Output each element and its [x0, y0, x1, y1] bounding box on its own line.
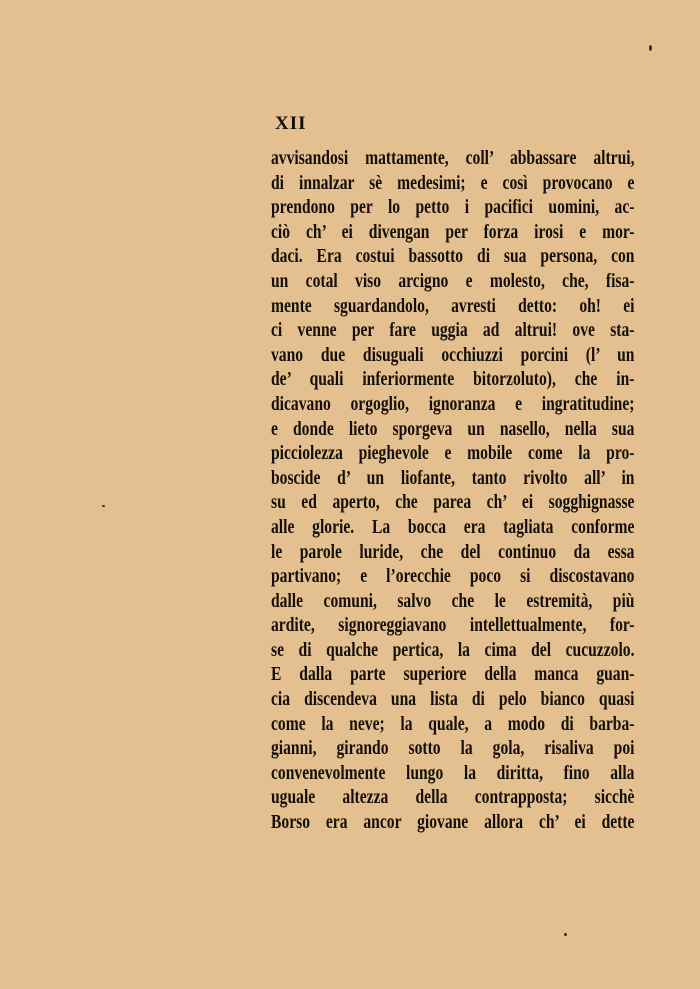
paper-speck — [564, 933, 567, 936]
text-line: ciò ch’ ei divengan per forza irosi e mor- — [271, 220, 635, 243]
text-line: prendono per lo petto i pacifici uomini, ac- — [271, 196, 635, 219]
text-line: di innalzar sè medesimi; e così provocano e — [271, 171, 635, 194]
text-line: vano due disuguali occhiuzzi porcini (l’ un — [271, 343, 635, 366]
paper-speck — [102, 505, 105, 507]
text-line: avvisandosi mattamente, coll’ abbassare altrui, — [271, 147, 635, 169]
text-line: su ed aperto, che parea ch’ ei sogghignasse — [271, 491, 635, 514]
page-number: XII — [275, 113, 307, 134]
text-line: partivano; e l’orecchie poco si discostavano — [271, 565, 635, 588]
text-line: alle glorie. La bocca era tagliata conforme — [271, 515, 635, 538]
text-line: gianni, girando sotto la gola, risaliva poi — [271, 737, 635, 760]
text-line: uguale altezza della contrapposta; sicchè — [271, 786, 635, 809]
text-line: daci. Era costui bassotto di sua persona, con — [271, 245, 635, 268]
text-line: E dalla parte superiore della manca guan- — [271, 663, 635, 686]
text-line: de’ quali inferiormente bitorzoluto), che in- — [271, 368, 635, 391]
text-line: Borso era ancor giovane allora ch’ ei dette — [271, 811, 635, 834]
text-line: mente sguardandolo, avresti detto: oh! ei — [271, 294, 635, 317]
text-line: picciolezza pieghevole e mobile come la pro- — [271, 442, 635, 465]
text-line: ci venne per fare uggia ad altrui! ove sta- — [271, 319, 635, 342]
paper-speck — [649, 45, 652, 51]
text-line: cia discendeva una lista di pelo bianco quasi — [271, 688, 635, 711]
text-line: boscide d’ un liofante, tanto rivolto all’ in — [271, 466, 635, 489]
text-line: ardite, signoreggiavano intellettualmente, for- — [271, 614, 635, 637]
text-line: dicavano orgoglio, ignoranza e ingratitudine; — [271, 392, 635, 415]
text-line: convenevolmente lungo la diritta, fino alla — [271, 761, 635, 784]
text-line: un cotal viso arcigno e molesto, che, fisa- — [271, 269, 635, 292]
text-line: se di qualche pertica, la cima del cucuzzolo. — [271, 638, 635, 661]
text-line: come la neve; la quale, a modo di barba- — [271, 712, 635, 735]
text-line: e donde lieto sporgeva un nasello, nella sua — [271, 417, 635, 440]
text-line: dalle comuni, salvo che le estremità, più — [271, 589, 635, 612]
text-line: le parole luride, che del continuo da essa — [271, 540, 635, 563]
body-text — [271, 146, 635, 835]
